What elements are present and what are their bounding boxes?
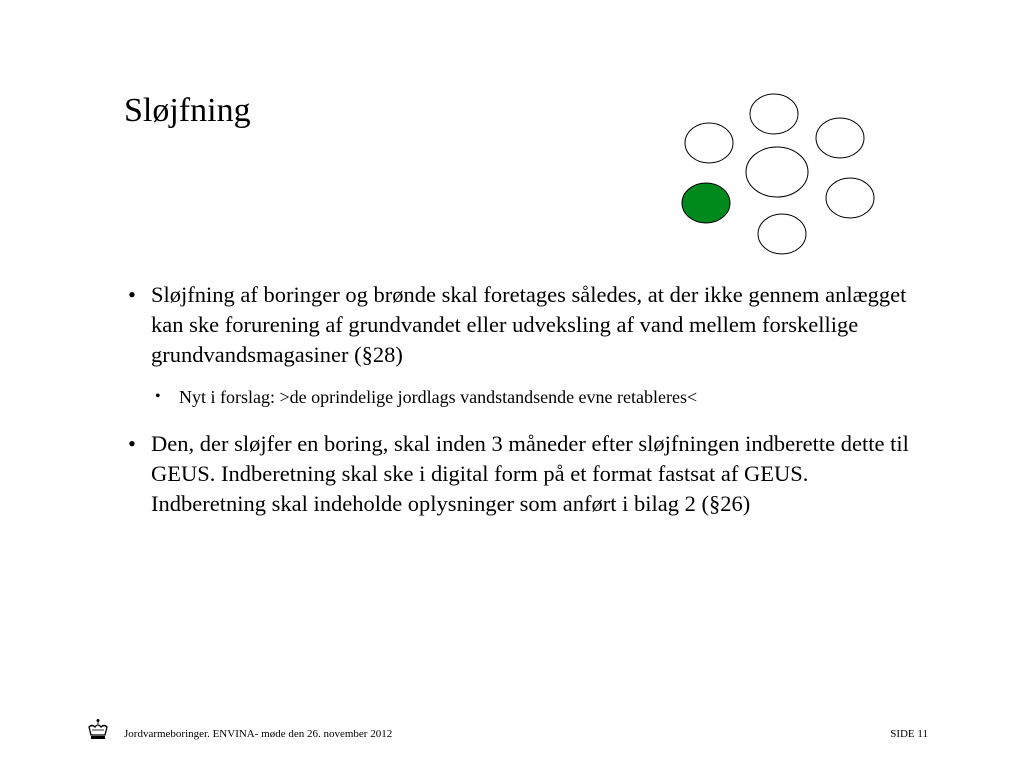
bullet-dot: • [128,282,136,307]
well-circles-diagram [0,0,1024,300]
circle-highlighted [682,183,730,223]
circle-center [746,147,808,197]
sub-bullet-dot: • [155,388,161,405]
circle-right [826,178,874,218]
bullet-text: Den, der sløjfer en boring, skal inden 3 måneder efter sløjfningen indberette dette til GEUS. Indberetning skal ske i digital form på et format fastsat af GEUS. Indberetning skal indeholde oplysninger som anført i bilag 2 (§26) [151,431,909,516]
sub-bullet-text: Nyt i forslag: >de oprindelige jordlags vandstandsende evne retableres< [179,387,698,407]
bullet-dot: • [128,431,136,456]
slide-title: Sløjfning [124,92,251,129]
circle-upper-right [816,118,864,158]
footer-text: Jordvarmeboringer. ENVINA- møde den 26. november 2012 [124,728,393,740]
bullet-text: Sløjfning af boringer og brønde skal foretages således, at der ikke gennem anlægget kan ske forurening af grundvandet eller udveksling af vand mellem forskellige grundvandsmagasiner (§28) [151,282,907,367]
page-number: SIDE 11 [890,728,928,740]
sub-bullet-item [155,385,928,409]
circle-top [750,94,798,134]
bullet-item [128,280,928,370]
circle-bottom [758,214,806,254]
circle-upper-left [685,123,733,163]
crown-icon [86,718,110,742]
bullet-list [128,280,928,519]
bullet-item [128,429,928,519]
slide-footer [0,716,1024,756]
